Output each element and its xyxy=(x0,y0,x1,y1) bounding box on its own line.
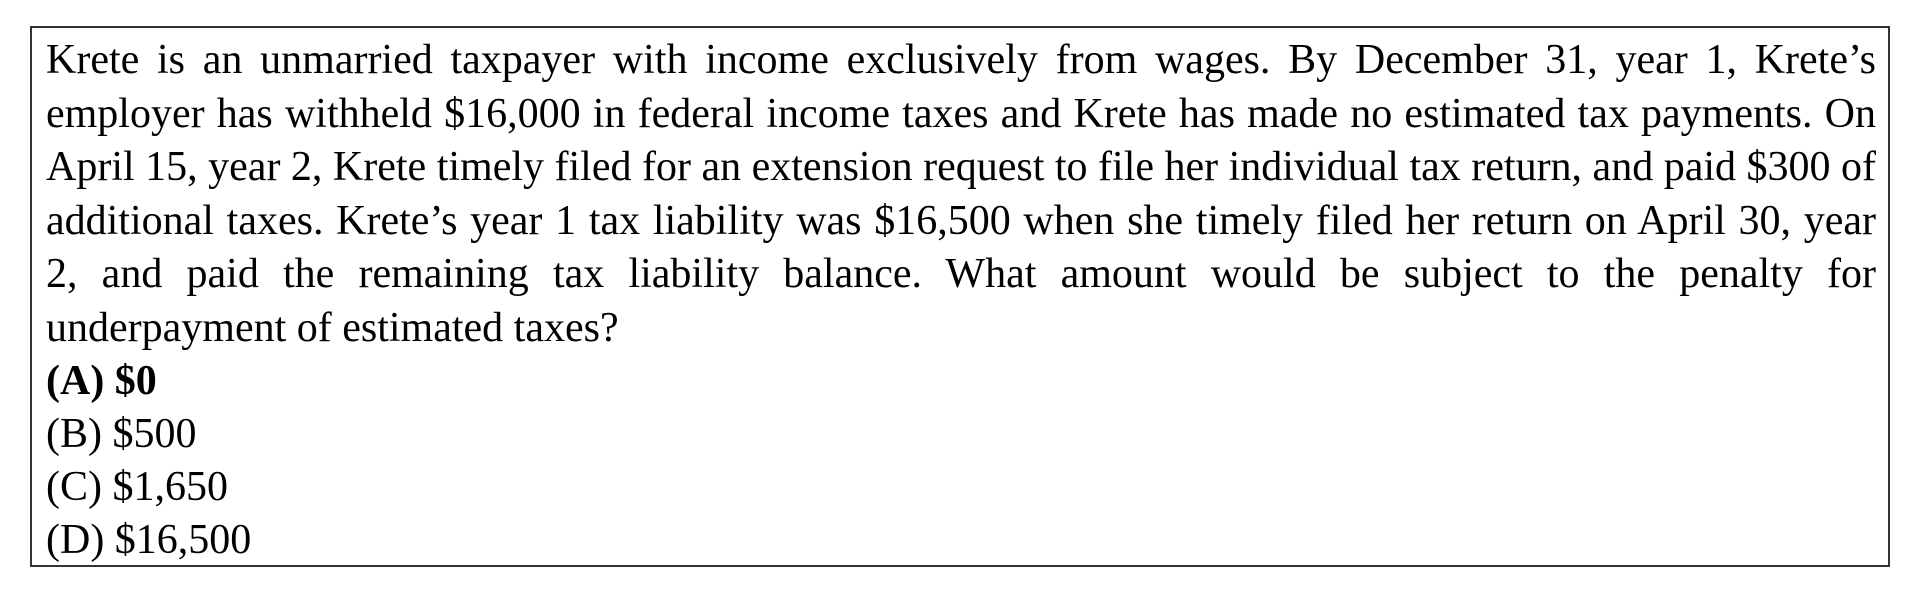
option-d: (D) $16,500 xyxy=(46,517,252,563)
option-b: (B) $500 xyxy=(46,411,197,457)
answer-options xyxy=(46,355,1876,567)
question-box xyxy=(30,26,1890,567)
option-a: (A) $0 xyxy=(46,358,157,404)
option-c: (C) $1,650 xyxy=(46,464,228,510)
question-text: Krete is an unmarried taxpayer with income exclusively from wages. By December 31, year 1, Krete’s employer has withheld $16,000 in federal income taxes and Krete has made no estimated tax payments. On April 15, year 2, Krete timely filed for an extension request to file her individual tax return, and paid $300 of additional taxes. Krete’s year 1 tax liability was $16,500 when she timely filed her return on April 30, year 2, and paid the remaining tax liability balance. What amount would be subject to the penalty for underpayment of estimated taxes? xyxy=(46,37,1876,351)
